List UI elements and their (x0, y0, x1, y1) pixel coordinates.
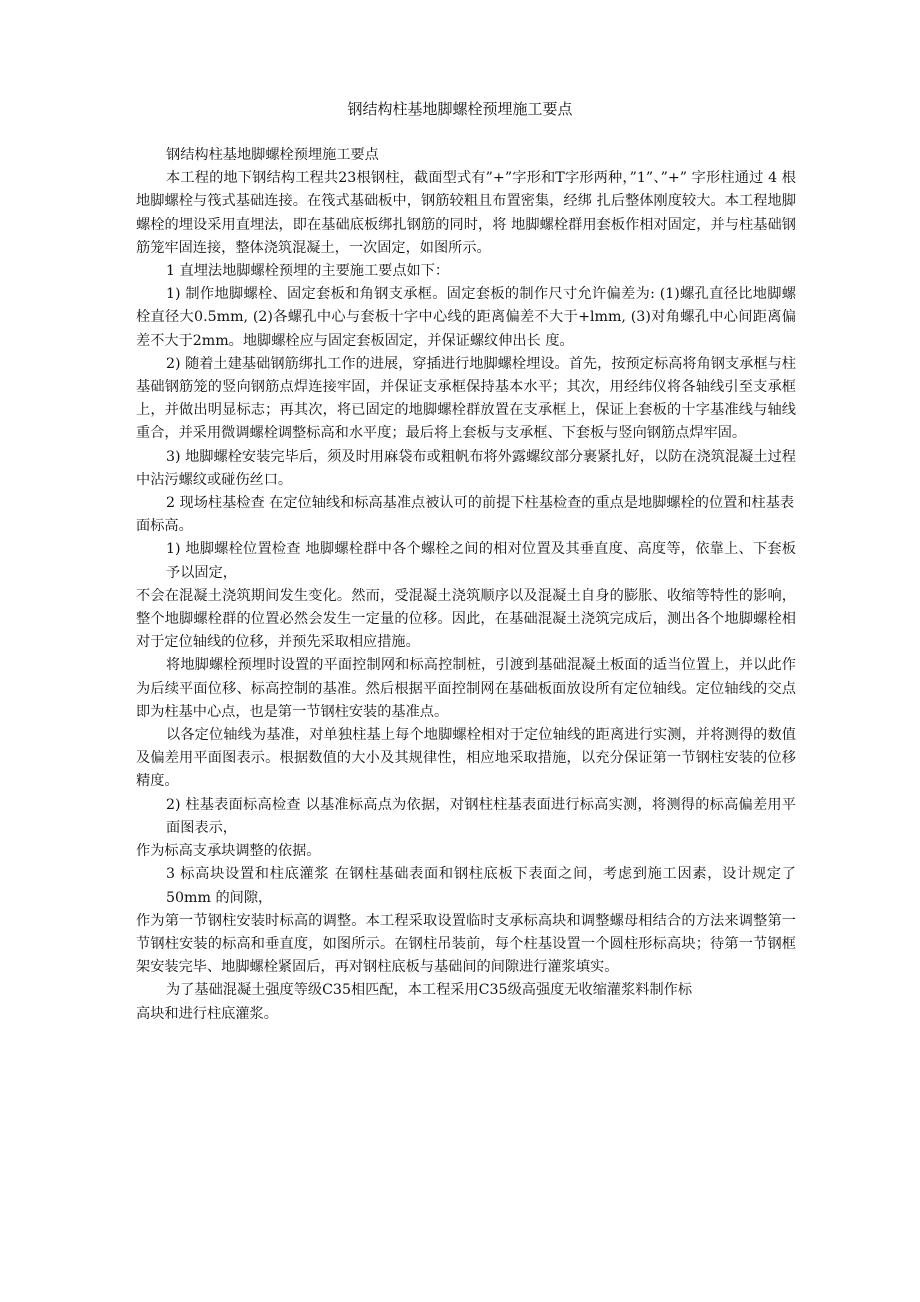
paragraph-2-2: 作为标高支承块调整的依据。 (136, 843, 321, 860)
section-2-heading: 2 现场柱基检查 在定位轴线和标高基准点被认可的前提下柱基检查的重点是地脚螺栓的位置和柱基表 (166, 495, 795, 512)
paragraph-1-3: 3) 地脚螺栓安装完毕后，须及时用麻袋布或粗帆布将外露螺纹部分裹紧扎好，以防在浇筑混凝土过程中沾污螺纹或碰伤丝口。 (136, 448, 796, 488)
paragraph-3-b: 为了基础混凝土强度等级C35相匹配，本工程采用C35级高强度无收缩灌浆料制作标 (166, 982, 693, 999)
paragraph-intro: 本工程的地下钢结构工程共23根钢柱，截面型式有”+”字形和T字形两种，”1”、”+” 字形柱通过 4 根地脚螺栓与筏式基础连接。在筏式基础板中，钢筋较粗且布置密集，经绑 扎后整体刚度较大。本工程地脚螺栓的埋设采用直埋法，即在基础底板绑扎钢筋的同时，将 地脚螺栓群用套板作相对固定，并与柱基础钢筋笼牢固连接，整体浇筑混凝土，一次固定，如图所示。 (136, 170, 796, 256)
section-1-heading: 1 直埋法地脚螺栓预埋的主要施工要点如下： (166, 263, 450, 280)
paragraph-subtitle: 钢结构柱基地脚螺栓预埋施工要点 (166, 147, 379, 163)
paragraph-2-2-heading: 2) 柱基表面标高检查 以基准标高点为依据，对钢柱柱基表面进行标高实测，将测得的标高偏差用平面图表示， (166, 796, 796, 836)
paragraph-1-1: 1) 制作地脚螺栓、固定套板和角钢支承框。固定套板的制作尺寸允许偏差为: (1)螺孔直径比地脚螺栓直径大0.5mm, (2)各螺孔中心与套板十字中心线的距离偏差不大于+lmm, (3)对角螺孔中心间距离偏差不大于2mm。地脚螺栓应与固定套板固定，并保证螺纹伸出长 度。 (136, 286, 796, 349)
paragraph-2-1-c: 以各定位轴线为基准，对单独柱基上每个地脚螺栓相对于定位轴线的距离进行实测，并将测得的数值及偏差用平面图表示。根据数值的大小及其规律性，相应地采取措施，以充分保证第一节钢柱安装的位移精度。 (136, 727, 796, 790)
section-2-heading-cont: 面标高。 (136, 518, 193, 535)
paragraph-2-1-b: 将地脚螺栓预埋时设置的平面控制网和标高控制桩，引渡到基础混凝土板面的适当位置上，并以此作为后续平面位移、标高控制的基准。然后根据平面控制网在基础板面放设所有定位轴线。定位轴线的交点即为柱基中心点，也是第一节钢柱安装的基准点。 (136, 657, 796, 720)
document-body (136, 144, 796, 1026)
paragraph-1-2: 2) 随着土建基础钢筋绑扎工作的进展，穿插进行地脚螺栓埋设。首先，按预定标高将角钢支承框与柱基础钢筋笼的竖向钢筋点焊连接牢固，并保证支承框保持基本水平；其次，用经纬仪将各轴线引至支承框上，并做出明显标志；再其次，将已固定的地脚螺栓群放置在支承框上，保证上套板的十字基准线与轴线重合，并采用微调螺栓调整标高和水平度；最后将上套板与支承框、下套板与竖向钢筋点焊牢固。 (136, 355, 796, 442)
paragraph-3-b-cont: 高块和进行柱底灌浆。 (136, 1005, 278, 1022)
section-3-heading: 3 标高块设置和柱底灌浆 在钢柱基础表面和钢柱底板下表面之间，考虑到施工因素，设计规定了 50mm 的间隙， (166, 866, 796, 906)
paragraph-2-1: 不会在混凝土浇筑期间发生变化。然而，受混凝土浇筑顺序以及混凝土自身的膨胀、收缩等特性的影响，整个地脚螺栓群的位置必然会发生一定量的位移。因此，在基础混凝土浇筑完成后，测出各个地脚螺栓相对于定位轴线的位移，并预先采取相应措施。 (136, 587, 796, 651)
paragraph-2-1-heading: 1) 地脚螺栓位置检查 地脚螺栓群中各个螺栓之间的相对位置及其垂直度、高度等，依靠上、下套板予以固定， (166, 541, 796, 581)
document-title: 钢结构柱基地脚螺栓预埋施工要点 (347, 100, 573, 118)
paragraph-3: 作为第一节钢柱安装时标高的调整。本工程采取设置临时支承标高块和调整螺母相结合的方法来调整第一节钢柱安装的标高和垂直度，如图所示。在钢柱吊装前，每个柱基设置一个圆柱形标高块；待第一节钢框架安装完毕、地脚螺栓紧固后，再对钢柱底板与基础间的间隙进行灌浆填实。 (136, 912, 796, 976)
